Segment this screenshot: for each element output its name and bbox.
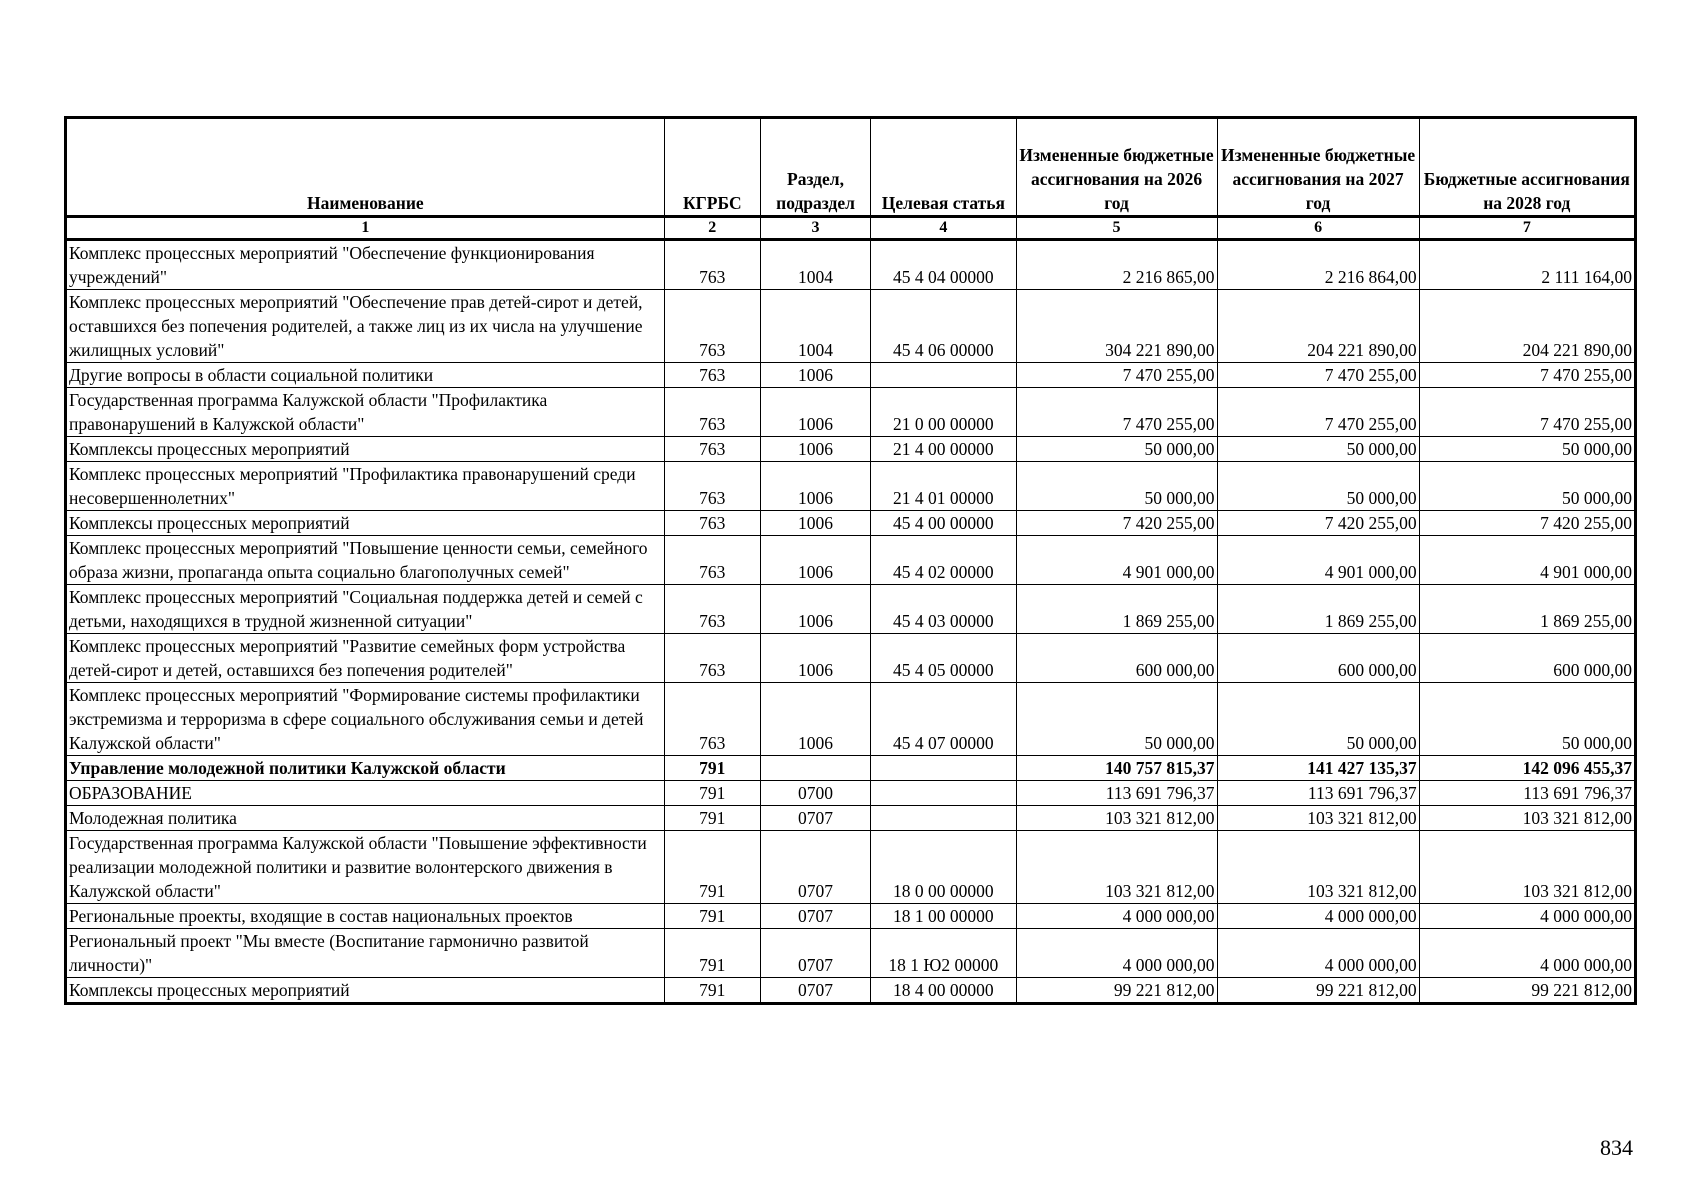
col-number: 2 xyxy=(664,217,760,240)
cell-2026: 99 221 812,00 xyxy=(1016,978,1217,1004)
cell-2027: 4 000 000,00 xyxy=(1217,904,1419,929)
cell-target xyxy=(871,806,1016,831)
cell-target: 45 4 03 00000 xyxy=(871,585,1016,634)
cell-2026: 50 000,00 xyxy=(1016,437,1217,462)
cell-2026: 4 000 000,00 xyxy=(1016,929,1217,978)
cell-2027: 99 221 812,00 xyxy=(1217,978,1419,1004)
cell-name: Комплекс процессных мероприятий "Развитие семейных форм устройства детей-сирот и детей, оставшихся без попечения родителей" xyxy=(66,634,665,683)
cell-kgrbs: 763 xyxy=(664,511,760,536)
col-number: 7 xyxy=(1419,217,1635,240)
cell-kgrbs: 763 xyxy=(664,437,760,462)
cell-kgrbs: 763 xyxy=(664,634,760,683)
cell-target: 18 0 00 00000 xyxy=(871,831,1016,904)
cell-2027: 7 420 255,00 xyxy=(1217,511,1419,536)
cell-section: 1006 xyxy=(760,437,870,462)
cell-2028: 50 000,00 xyxy=(1419,683,1635,756)
cell-2027: 204 221 890,00 xyxy=(1217,290,1419,363)
cell-kgrbs: 791 xyxy=(664,806,760,831)
cell-target: 45 4 05 00000 xyxy=(871,634,1016,683)
col-number: 6 xyxy=(1217,217,1419,240)
table-row xyxy=(66,290,1636,363)
cell-name: Государственная программа Калужской области "Повышение эффективности реализации молодежной политики и развитие волонтерского движения в Калужской области" xyxy=(66,831,665,904)
cell-2026: 304 221 890,00 xyxy=(1016,290,1217,363)
cell-name: Молодежная политика xyxy=(66,806,665,831)
cell-2026: 113 691 796,37 xyxy=(1016,781,1217,806)
cell-target: 18 1 00 00000 xyxy=(871,904,1016,929)
cell-2026: 2 216 865,00 xyxy=(1016,240,1217,290)
table-row xyxy=(66,511,1636,536)
cell-2028: 7 470 255,00 xyxy=(1419,388,1635,437)
cell-kgrbs: 763 xyxy=(664,388,760,437)
cell-2028: 2 111 164,00 xyxy=(1419,240,1635,290)
cell-section: 0707 xyxy=(760,831,870,904)
cell-name: Комплексы процессных мероприятий xyxy=(66,437,665,462)
cell-target xyxy=(871,363,1016,388)
col-header-2026: Измененные бюджетные ассигнования на 2026 год xyxy=(1016,118,1217,217)
cell-target xyxy=(871,781,1016,806)
cell-kgrbs: 763 xyxy=(664,363,760,388)
cell-2028: 99 221 812,00 xyxy=(1419,978,1635,1004)
table-row xyxy=(66,462,1636,511)
cell-2027: 4 000 000,00 xyxy=(1217,929,1419,978)
cell-name: Комплекс процессных мероприятий "Обеспечение прав детей-сирот и детей, оставшихся без попечения родителей, а также лиц из их числа на улучшение жилищных условий" xyxy=(66,290,665,363)
col-header-kgrbs: КГРБС xyxy=(664,118,760,217)
cell-section: 0707 xyxy=(760,978,870,1004)
cell-name: Комплекс процессных мероприятий "Обеспечение функционирования учреждений" xyxy=(66,240,665,290)
cell-section: 1006 xyxy=(760,363,870,388)
cell-name: Комплекс процессных мероприятий "Профилактика правонарушений среди несовершеннолетних" xyxy=(66,462,665,511)
cell-2026: 50 000,00 xyxy=(1016,683,1217,756)
cell-kgrbs: 763 xyxy=(664,683,760,756)
col-number: 3 xyxy=(760,217,870,240)
cell-2028: 7 420 255,00 xyxy=(1419,511,1635,536)
cell-2028: 50 000,00 xyxy=(1419,437,1635,462)
cell-kgrbs: 763 xyxy=(664,536,760,585)
col-number: 4 xyxy=(871,217,1016,240)
cell-2027: 4 901 000,00 xyxy=(1217,536,1419,585)
cell-2028: 4 000 000,00 xyxy=(1419,929,1635,978)
cell-section: 1006 xyxy=(760,585,870,634)
cell-section: 1006 xyxy=(760,634,870,683)
cell-target: 18 1 Ю2 00000 xyxy=(871,929,1016,978)
cell-2028: 103 321 812,00 xyxy=(1419,831,1635,904)
cell-2028: 4 901 000,00 xyxy=(1419,536,1635,585)
cell-2027: 50 000,00 xyxy=(1217,462,1419,511)
cell-2027: 50 000,00 xyxy=(1217,683,1419,756)
cell-2028: 142 096 455,37 xyxy=(1419,756,1635,781)
cell-2028: 7 470 255,00 xyxy=(1419,363,1635,388)
table-row xyxy=(66,437,1636,462)
cell-kgrbs: 791 xyxy=(664,978,760,1004)
cell-target xyxy=(871,756,1016,781)
cell-2026: 4 901 000,00 xyxy=(1016,536,1217,585)
cell-2027: 113 691 796,37 xyxy=(1217,781,1419,806)
cell-2028: 1 869 255,00 xyxy=(1419,585,1635,634)
cell-2026: 50 000,00 xyxy=(1016,462,1217,511)
cell-kgrbs: 763 xyxy=(664,290,760,363)
table-row xyxy=(66,929,1636,978)
cell-kgrbs: 791 xyxy=(664,904,760,929)
table-row xyxy=(66,585,1636,634)
cell-2026: 4 000 000,00 xyxy=(1016,904,1217,929)
table-row xyxy=(66,634,1636,683)
cell-name: Комплекс процессных мероприятий "Повышение ценности семьи, семейного образа жизни, пропаганда опыта социально благополучных семей" xyxy=(66,536,665,585)
cell-2026: 1 869 255,00 xyxy=(1016,585,1217,634)
cell-2026: 600 000,00 xyxy=(1016,634,1217,683)
cell-name: Управление молодежной политики Калужской области xyxy=(66,756,665,781)
cell-section: 1006 xyxy=(760,462,870,511)
col-header-name: Наименование xyxy=(66,118,665,217)
cell-name: ОБРАЗОВАНИЕ xyxy=(66,781,665,806)
cell-section: 0700 xyxy=(760,781,870,806)
cell-section: 1004 xyxy=(760,240,870,290)
cell-kgrbs: 763 xyxy=(664,240,760,290)
cell-target: 18 4 00 00000 xyxy=(871,978,1016,1004)
cell-target: 45 4 06 00000 xyxy=(871,290,1016,363)
cell-section: 1006 xyxy=(760,388,870,437)
page-number: 834 xyxy=(1600,1135,1633,1160)
col-header-2028: Бюджетные ассигнования на 2028 год xyxy=(1419,118,1635,217)
col-number: 1 xyxy=(66,217,665,240)
cell-name: Региональный проект "Мы вместе (Воспитание гармонично развитой личности)" xyxy=(66,929,665,978)
cell-name: Другие вопросы в области социальной политики xyxy=(66,363,665,388)
cell-2026: 7 470 255,00 xyxy=(1016,388,1217,437)
cell-section: 1006 xyxy=(760,683,870,756)
cell-name: Комплексы процессных мероприятий xyxy=(66,978,665,1004)
cell-2027: 7 470 255,00 xyxy=(1217,363,1419,388)
cell-2027: 50 000,00 xyxy=(1217,437,1419,462)
cell-2028: 103 321 812,00 xyxy=(1419,806,1635,831)
cell-section: 0707 xyxy=(760,929,870,978)
cell-2027: 103 321 812,00 xyxy=(1217,831,1419,904)
cell-2027: 103 321 812,00 xyxy=(1217,806,1419,831)
cell-kgrbs: 763 xyxy=(664,585,760,634)
col-header-target: Целевая статья xyxy=(871,118,1016,217)
header-row xyxy=(66,118,1636,217)
cell-2026: 7 470 255,00 xyxy=(1016,363,1217,388)
cell-target: 21 4 01 00000 xyxy=(871,462,1016,511)
cell-section: 0707 xyxy=(760,904,870,929)
cell-section: 0707 xyxy=(760,806,870,831)
table-row xyxy=(66,240,1636,290)
cell-2028: 600 000,00 xyxy=(1419,634,1635,683)
budget-table xyxy=(64,116,1637,1005)
cell-target: 45 4 00 00000 xyxy=(871,511,1016,536)
table-row xyxy=(66,781,1636,806)
cell-2027: 2 216 864,00 xyxy=(1217,240,1419,290)
col-header-section: Раздел, подраздел xyxy=(760,118,870,217)
cell-2028: 204 221 890,00 xyxy=(1419,290,1635,363)
cell-2026: 103 321 812,00 xyxy=(1016,806,1217,831)
cell-section: 1004 xyxy=(760,290,870,363)
table-row xyxy=(66,904,1636,929)
cell-kgrbs: 791 xyxy=(664,756,760,781)
cell-2026: 7 420 255,00 xyxy=(1016,511,1217,536)
cell-2027: 141 427 135,37 xyxy=(1217,756,1419,781)
cell-name: Комплекс процессных мероприятий "Социальная поддержка детей и семей с детьми, находящихся в трудной жизненной ситуации" xyxy=(66,585,665,634)
table-row xyxy=(66,363,1636,388)
cell-2026: 103 321 812,00 xyxy=(1016,831,1217,904)
col-number: 5 xyxy=(1016,217,1217,240)
cell-target: 45 4 02 00000 xyxy=(871,536,1016,585)
table-row xyxy=(66,388,1636,437)
cell-target: 21 4 00 00000 xyxy=(871,437,1016,462)
column-number-row xyxy=(66,217,1636,240)
cell-kgrbs: 763 xyxy=(664,462,760,511)
cell-2028: 4 000 000,00 xyxy=(1419,904,1635,929)
cell-kgrbs: 791 xyxy=(664,781,760,806)
cell-2027: 7 470 255,00 xyxy=(1217,388,1419,437)
col-header-2027: Измененные бюджетные ассигнования на 2027 год xyxy=(1217,118,1419,217)
cell-2028: 50 000,00 xyxy=(1419,462,1635,511)
cell-2027: 1 869 255,00 xyxy=(1217,585,1419,634)
cell-2027: 600 000,00 xyxy=(1217,634,1419,683)
table-row xyxy=(66,806,1636,831)
cell-kgrbs: 791 xyxy=(664,929,760,978)
cell-section: 1006 xyxy=(760,511,870,536)
cell-2026: 140 757 815,37 xyxy=(1016,756,1217,781)
cell-name: Государственная программа Калужской области "Профилактика правонарушений в Калужской области" xyxy=(66,388,665,437)
cell-section xyxy=(760,756,870,781)
cell-name: Комплексы процессных мероприятий xyxy=(66,511,665,536)
table-row xyxy=(66,536,1636,585)
cell-kgrbs: 791 xyxy=(664,831,760,904)
cell-name: Комплекс процессных мероприятий "Формирование системы профилактики экстремизма и терроризма в сфере социального обслуживания семьи и детей Калужской области" xyxy=(66,683,665,756)
cell-section: 1006 xyxy=(760,536,870,585)
cell-name: Региональные проекты, входящие в состав национальных проектов xyxy=(66,904,665,929)
cell-target: 45 4 04 00000 xyxy=(871,240,1016,290)
table-row xyxy=(66,683,1636,756)
table-row xyxy=(66,756,1636,781)
cell-2028: 113 691 796,37 xyxy=(1419,781,1635,806)
cell-target: 21 0 00 00000 xyxy=(871,388,1016,437)
table-row xyxy=(66,831,1636,904)
cell-target: 45 4 07 00000 xyxy=(871,683,1016,756)
table-row xyxy=(66,978,1636,1004)
